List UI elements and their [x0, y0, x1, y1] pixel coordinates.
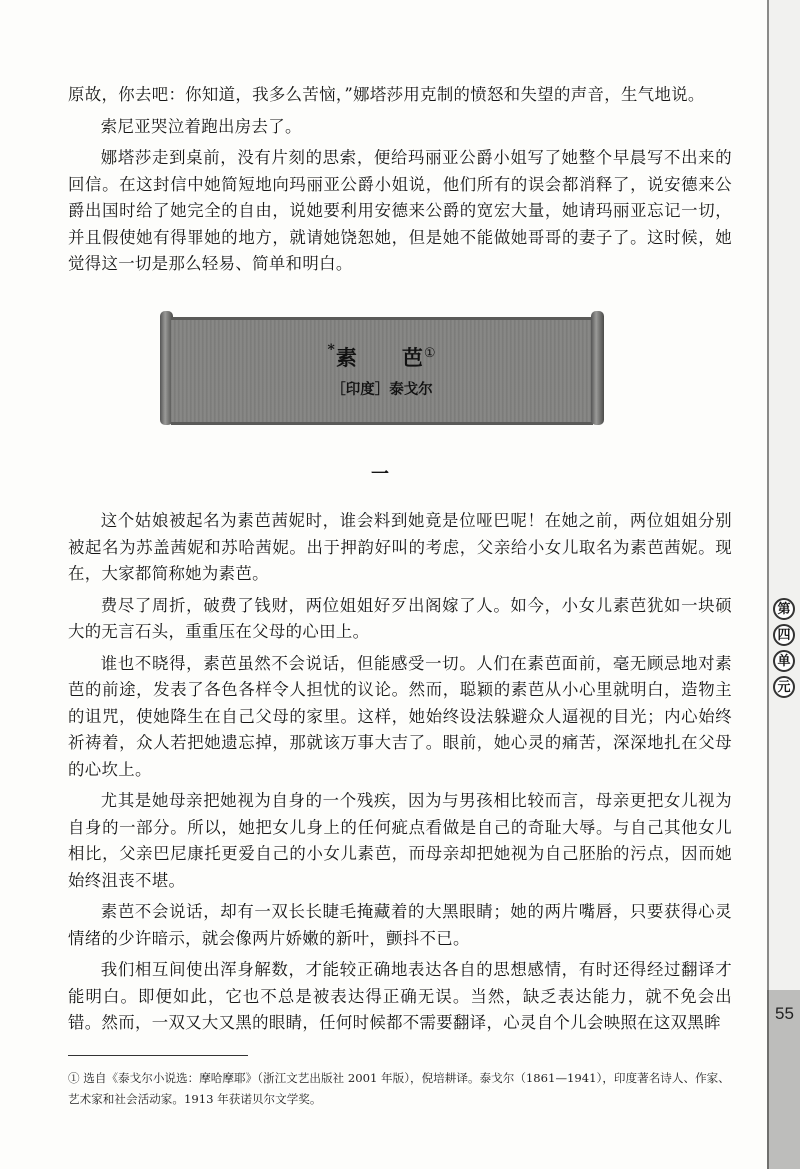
paragraph: 这个姑娘被起名为素芭茜妮时，谁会料到她竟是位哑巴呢！在她之前，两位姐姐分别被起名为苏盖茜妮和苏哈茜妮。出于押韵好叫的考虑，父亲给小女儿取名为素芭茜妮。现在，大家都简称她为素芭。: [68, 511, 732, 583]
top-text-block: [68, 82, 732, 278]
paragraph: 费尽了周折，破费了钱财，两位姐姐好歹出阁嫁了人。如今，小女儿素芭犹如一块硕大的无言石头，重重压在父母的心田上。: [68, 595, 732, 641]
unit-label-char: 单: [773, 650, 795, 672]
footnote-ref: ①: [423, 346, 437, 361]
story-title: [171, 342, 593, 372]
body-text-block: [68, 508, 732, 1037]
paragraph: 我们相互间使出浑身解数，才能较正确地表达各自的思想感情，有时还得经过翻译才能明白。即便如此，它也不总是被表达得正确无误。当然，缺乏表达能力，就不免会出错。然而，一双又大又黑的眼睛，任何时候都不需要翻译，心灵自个儿会映照在这双黑眸: [68, 960, 732, 1032]
paragraph: 娜塔莎走到桌前，没有片刻的思索，便给玛丽亚公爵小姐写了她整个早晨写不出来的回信。在这封信中她简短地向玛丽亚公爵小姐说，他们所有的误会都消释了，说安德来公爵出国时给了她完全的自由，说她要利用安德来公爵的宽宏大量，她请玛丽亚忘记一切，并且假使她有得罪她的地方，就请她饶恕她，但是她不能做她哥哥的妻子了。这时候，她觉得这一切是那么轻易、简单和明白。: [68, 148, 732, 273]
footnote-divider: [68, 1055, 248, 1056]
story-author: ［印度］泰戈尔: [331, 381, 433, 398]
footnote: ① 选自《泰戈尔小说选：摩哈摩耶》（浙江文艺出版社 2001 年版），倪培耕译。泰戈尔（1861—1941），印度著名诗人、作家、艺术家和社会活动家。1913 年获诺贝尔文学奖。: [68, 1071, 730, 1106]
title-banner: [160, 311, 604, 425]
paragraph: 尤其是她母亲把她视为自身的一个残疾，因为与男孩相比较而言，母亲更把女儿视为自身的一部分。所以，她把女儿身上的任何疵点看做是自己的奇耻大辱。与自己其他女儿相比，父亲巴尼康托更爱自己的小女儿素芭，而母亲却把她视为自己胚胎的污点，因而她始终沮丧不堪。: [68, 791, 732, 890]
scroll-roll-right: [591, 311, 604, 425]
title-text: 素 芭: [335, 345, 424, 370]
unit-label-char: 元: [773, 676, 795, 698]
paragraph: 素芭不会说话，却有一双长长睫毛掩藏着的大黑眼睛；她的两片嘴唇，只要获得心灵情绪的少许暗示，就会像两片娇嫩的新叶，颤抖不已。: [68, 902, 732, 948]
paragraph: 索尼亚哭泣着跑出房去了。: [100, 116, 302, 136]
paragraph: 原故，你去吧：你知道，我多么苦恼，”娜塔莎用克制的愤怒和失望的声音，生气地说。: [68, 85, 705, 104]
unit-label-char: 四: [773, 624, 795, 646]
unit-label-char: 第: [773, 598, 795, 620]
unit-label: [770, 598, 798, 698]
paragraph: 谁也不晓得，素芭虽然不会说话，但能感受一切。人们在素芭面前，毫无顾忌地对素芭的前途，发表了各色各样令人担忧的议论。然而，聪颖的素芭从小心里就明白，造物主的诅咒，使她降生在自己父母的家里。这样，她始终设法躲避众人逼视的目光；内心始终祈祷着，众人若把她遗忘掉，那就该万事大吉了。眼前，她心灵的痛苦，深深地扎在父母的心坎上。: [68, 653, 732, 779]
page-number: 55: [775, 1004, 794, 1023]
section-number: 一: [371, 464, 389, 485]
scroll-body: [171, 317, 593, 425]
title-asterisk: *: [327, 342, 336, 358]
